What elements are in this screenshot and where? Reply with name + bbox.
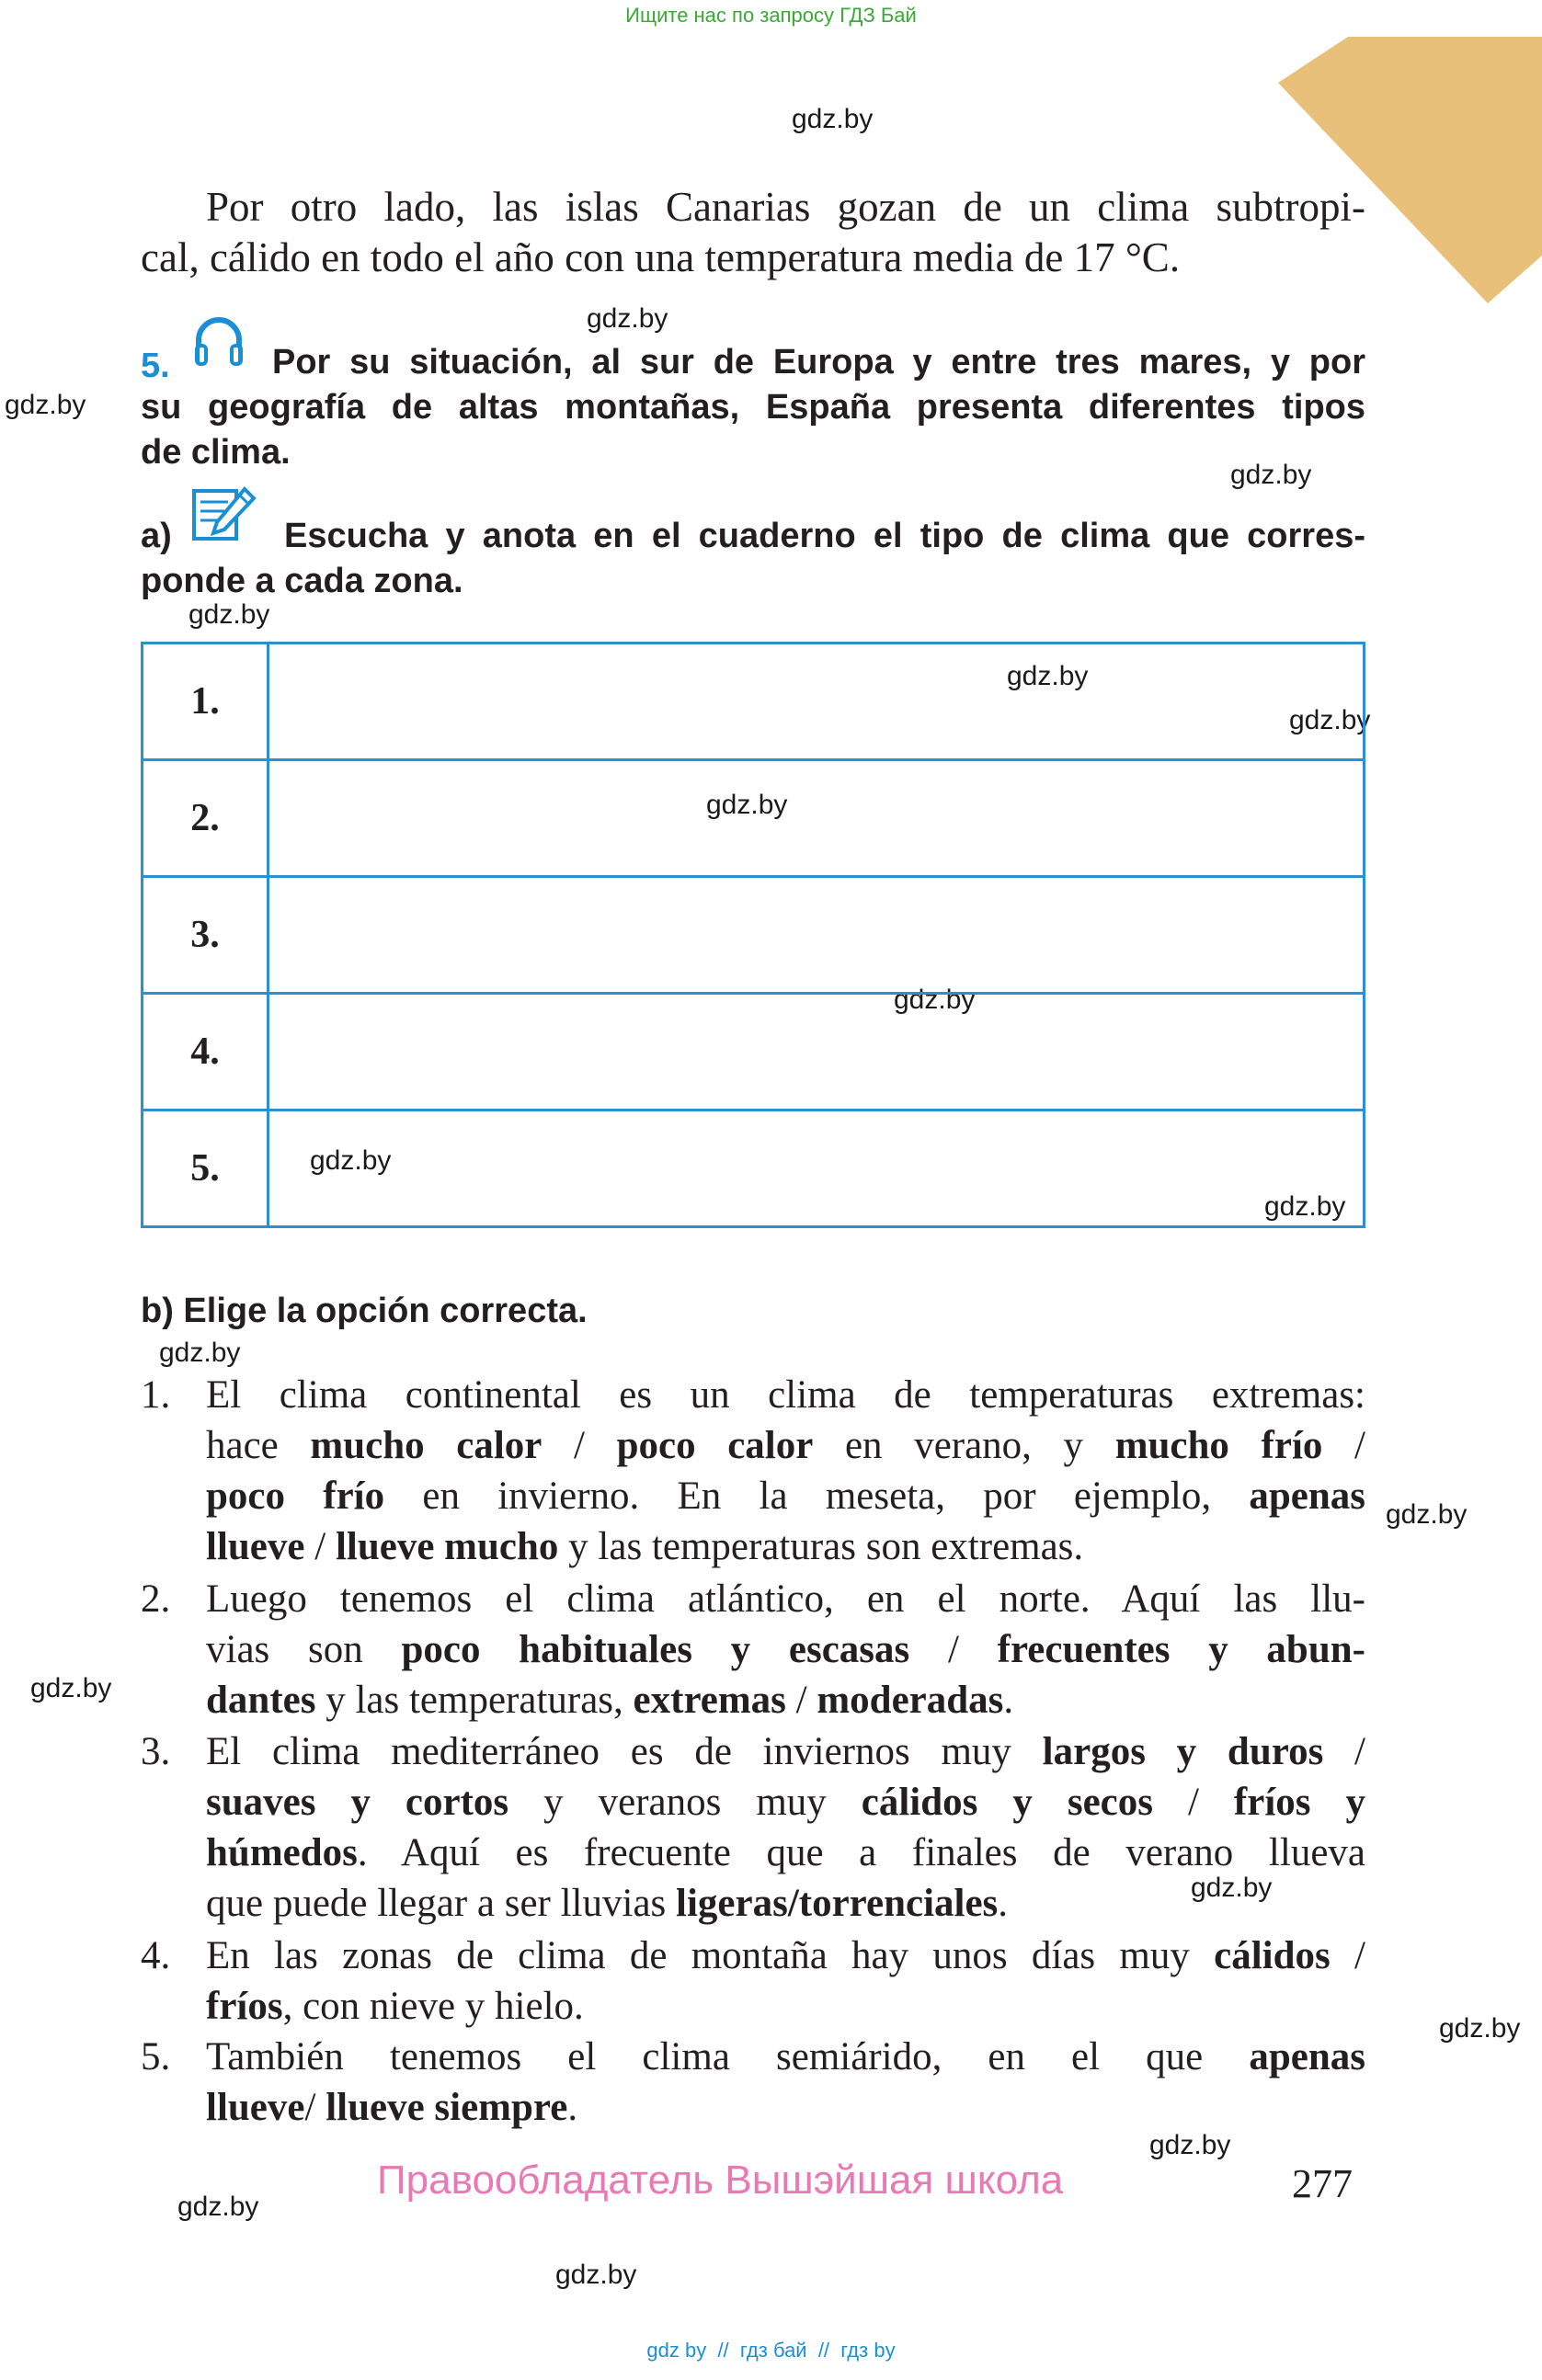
exercise-item — [141, 1574, 1365, 1725]
item-number: 5. — [141, 2035, 171, 2078]
option-text: llueve — [206, 1525, 305, 1568]
intro-line-1: Por otro lado, las islas Canarias gozan de un clima subtropi- — [206, 184, 1365, 230]
exercise-item — [141, 1930, 1365, 2032]
item-text: en invierno. En la meseta, por ejemplo, — [384, 1475, 1250, 1518]
part-b-title: b) Elige la opción correcta. — [141, 1292, 588, 1330]
watermark: gdz.by — [792, 104, 874, 134]
option-text: frecuentes y abun- — [997, 1628, 1365, 1671]
top-banner: Ищите нас по запросу ГДЗ Бай — [625, 4, 917, 27]
exercise-5-line-3: de clima. — [141, 433, 291, 472]
watermark: gdz.by — [188, 599, 270, 630]
row-number: 1. — [143, 643, 268, 760]
option-text: ligeras/torrenciales — [676, 1882, 999, 1925]
item-text: . — [567, 2086, 578, 2129]
item-text: . — [1003, 1679, 1014, 1722]
row-number: 2. — [143, 760, 268, 877]
option-text: fríos — [206, 1985, 283, 2028]
row-number: 3. — [143, 877, 268, 994]
watermark: gdz.by — [1230, 460, 1312, 490]
item-line — [206, 1675, 1365, 1725]
option-text: extremas — [633, 1679, 786, 1722]
item-text: / — [1322, 1424, 1365, 1467]
intro-line-2: cal, cálido en todo el año con una temperatura media de 17 °C. — [141, 234, 1181, 280]
item-line — [206, 1726, 1365, 1777]
table-row — [143, 877, 1365, 994]
item-line — [206, 1471, 1365, 1521]
item-line — [206, 1521, 1365, 1572]
item-text: . Aquí es frecuente que a finales de verano llueva — [357, 1831, 1365, 1874]
item-text: / — [909, 1628, 998, 1671]
item-text: / — [785, 1679, 817, 1722]
option-text: llueve siempre — [326, 2086, 568, 2129]
table-row — [143, 1110, 1365, 1227]
watermark: gdz.by — [5, 390, 86, 420]
watermark: gdz.by — [30, 1673, 112, 1703]
answer-cell[interactable] — [268, 994, 1365, 1110]
item-text: y las temperaturas son extremas. — [558, 1525, 1084, 1568]
exercise-item — [141, 1370, 1365, 1572]
item-text: , con nieve y hielo. — [282, 1985, 584, 2028]
answer-cell[interactable] — [268, 760, 1365, 877]
item-line — [206, 1420, 1365, 1471]
exercise-5-line-2: su geografía de altas montañas, España presenta diferentes tipos — [141, 388, 1365, 427]
option-text: llueve — [206, 2086, 305, 2129]
headphones-icon — [191, 313, 246, 370]
part-a-line-1: Escucha y anota en el cuaderno el tipo de clima que corres- — [284, 517, 1365, 555]
watermark: gdz.by — [1264, 1191, 1346, 1222]
option-text: moderadas — [817, 1679, 1004, 1722]
option-text: poco calor — [616, 1424, 814, 1467]
item-text: Luego tenemos el clima atlántico, en el norte. Aquí las llu- — [206, 1577, 1365, 1621]
exercise-number: 5. — [141, 347, 170, 385]
bottom-links: gdz by // гдз бай // гдз by — [646, 2339, 896, 2362]
exercise-5-line-1: Por su situación, al sur de Europa y entre tres mares, y por — [272, 343, 1365, 381]
table-row — [143, 643, 1365, 760]
item-line — [206, 1930, 1365, 1981]
item-line — [206, 1370, 1365, 1420]
option-text: apenas — [1249, 2035, 1365, 2078]
option-text: apenas — [1249, 1475, 1365, 1518]
item-line — [206, 1574, 1365, 1624]
watermark: gdz.by — [555, 2260, 637, 2290]
option-text: poco habituales y escasas — [401, 1628, 910, 1671]
item-text: El clima mediterráneo es de inviernos muy — [206, 1730, 1043, 1773]
item-text: que puede llegar a ser lluvias — [206, 1882, 677, 1925]
watermark: gdz.by — [706, 790, 788, 820]
item-line — [206, 1981, 1365, 2032]
exercise-item — [141, 1726, 1365, 1929]
option-text: largos y duros — [1042, 1730, 1324, 1773]
item-line — [206, 1878, 1365, 1929]
item-line — [206, 2032, 1365, 2082]
watermark: gdz.by — [177, 2192, 259, 2222]
item-text: y las temperaturas, — [315, 1679, 634, 1722]
item-line — [206, 2082, 1365, 2133]
item-text: . — [998, 1882, 1009, 1925]
option-text: llueve mucho — [335, 1525, 559, 1568]
answer-table — [141, 642, 1365, 1228]
table-row — [143, 994, 1365, 1110]
watermark: gdz.by — [310, 1145, 392, 1176]
item-text: También tenemos el clima semiárido, en el que — [206, 2035, 1250, 2078]
item-text: / — [1323, 1730, 1366, 1773]
watermark: gdz.by — [894, 985, 976, 1015]
watermark: gdz.by — [1149, 2130, 1231, 2160]
page-number: 277 — [1292, 2161, 1353, 2206]
option-text: poco frío — [206, 1475, 385, 1518]
item-text: El clima continental es un clima de temperaturas extremas: — [206, 1373, 1365, 1417]
watermark: gdz.by — [587, 303, 668, 334]
item-number: 1. — [141, 1373, 171, 1417]
answer-cell[interactable] — [268, 1110, 1365, 1227]
watermark: gdz.by — [1191, 1873, 1273, 1903]
option-text: cálidos — [1214, 1934, 1331, 1977]
item-number: 4. — [141, 1934, 171, 1977]
part-a-label: a) — [141, 517, 172, 555]
row-number: 4. — [143, 994, 268, 1110]
item-line — [206, 1828, 1365, 1878]
item-number: 2. — [141, 1577, 171, 1621]
watermark: gdz.by — [1007, 661, 1089, 691]
watermark: gdz.by — [1289, 705, 1371, 735]
answer-cell[interactable] — [268, 877, 1365, 994]
option-text: cálidos y secos — [861, 1781, 1153, 1824]
item-text: / — [1330, 1934, 1365, 1977]
answer-cell[interactable] — [268, 643, 1365, 760]
option-text: mucho calor — [310, 1424, 543, 1467]
item-text: hace — [206, 1424, 311, 1467]
watermark: gdz.by — [1386, 1499, 1468, 1530]
item-text: / — [304, 2086, 326, 2129]
item-line — [206, 1624, 1365, 1675]
item-number: 3. — [141, 1730, 171, 1773]
part-a-line-2: ponde a cada zona. — [141, 562, 463, 600]
option-text: suaves y cortos — [206, 1781, 509, 1824]
pencil-notebook-icon — [191, 485, 257, 544]
table-row — [143, 760, 1365, 877]
option-text: mucho frío — [1114, 1424, 1323, 1467]
option-text: dantes — [206, 1679, 316, 1722]
copyright-notice: Правообладатель Вышэйшая школа — [377, 2158, 1064, 2203]
watermark: gdz.by — [159, 1338, 241, 1368]
item-text: y veranos muy — [508, 1781, 862, 1824]
item-text: / — [1153, 1781, 1234, 1824]
option-text: húmedos — [206, 1831, 358, 1874]
item-text: En las zonas de clima de montaña hay unos días muy — [206, 1934, 1215, 1977]
item-line — [206, 1777, 1365, 1828]
watermark: gdz.by — [1439, 2013, 1521, 2044]
row-number: 5. — [143, 1110, 268, 1227]
item-text: en verano, y — [813, 1424, 1115, 1467]
item-text: / — [304, 1525, 336, 1568]
item-text: / — [542, 1424, 617, 1467]
item-text: vias son — [206, 1628, 402, 1671]
option-text: fríos y — [1233, 1781, 1365, 1824]
exercise-item — [141, 2032, 1365, 2133]
